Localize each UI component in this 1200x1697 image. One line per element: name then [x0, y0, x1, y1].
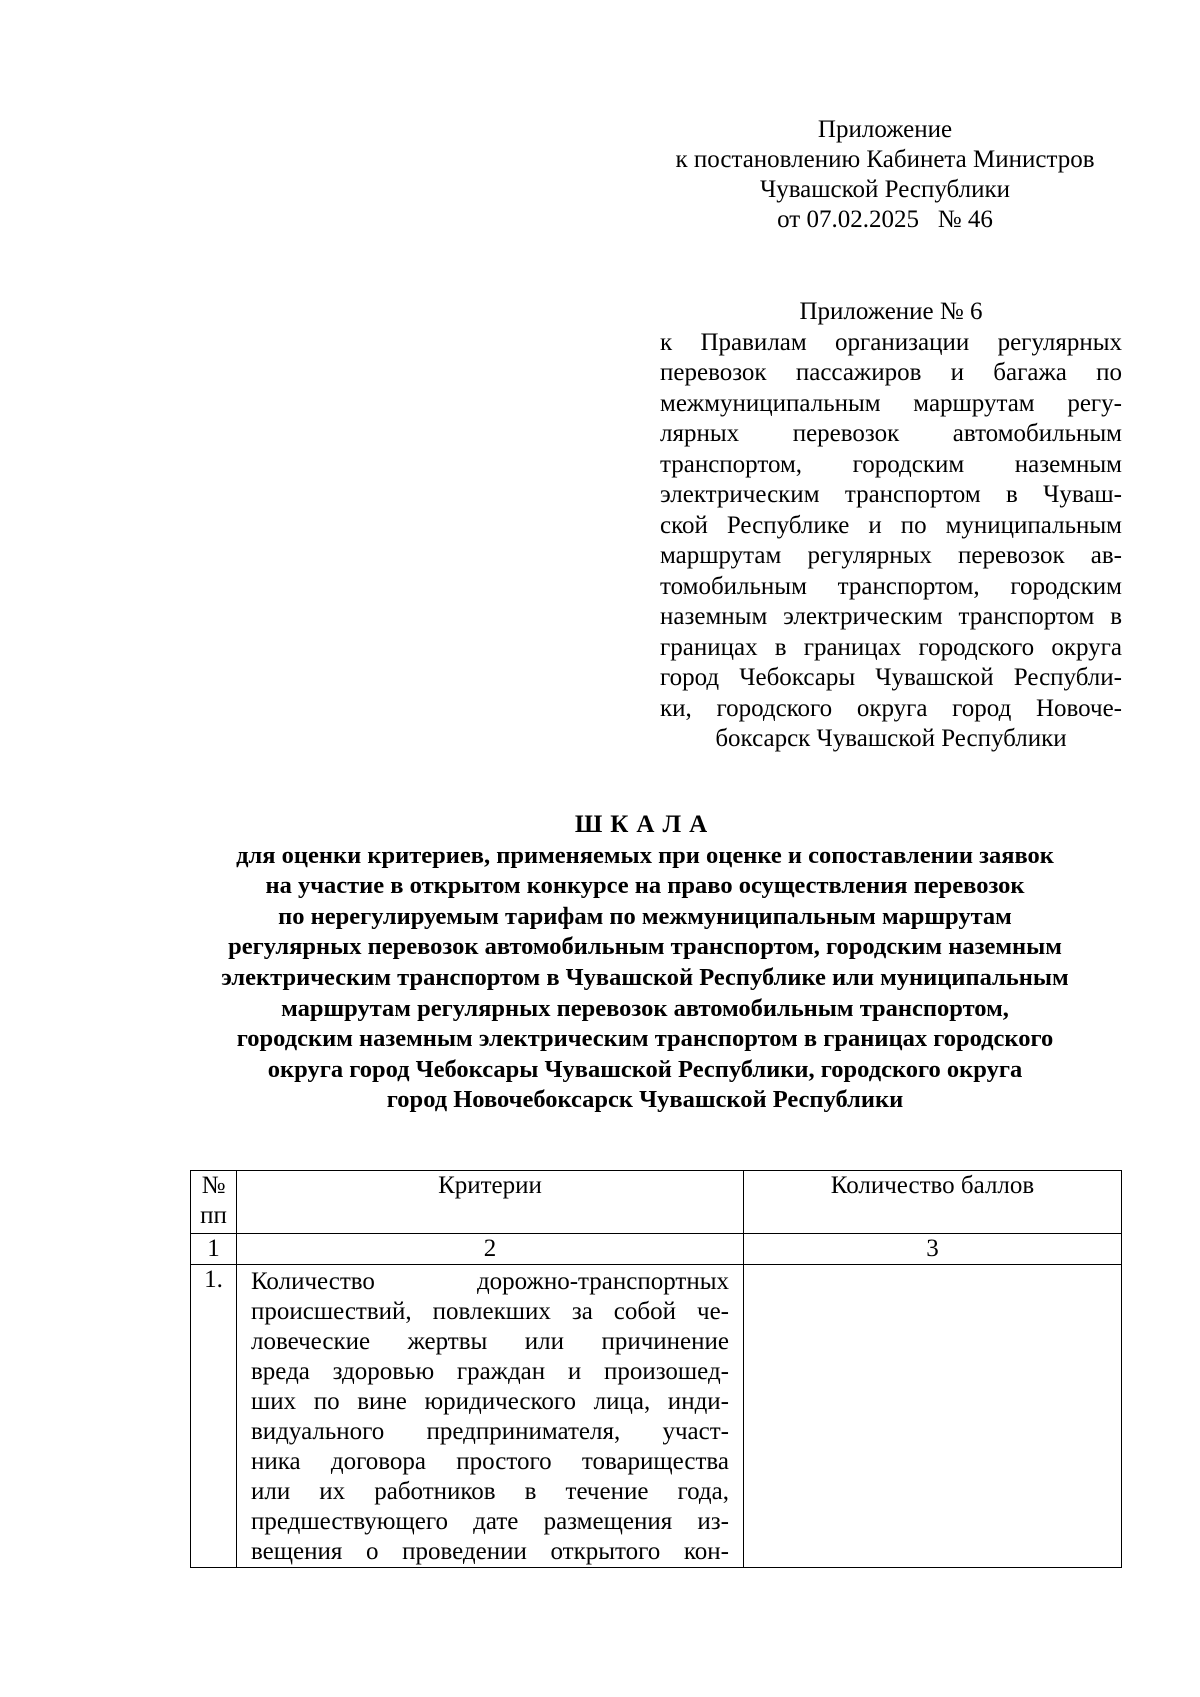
annex-rules-line: лярных перевозок автомобильным — [660, 420, 1122, 447]
criteria-text-line: ловеческие жертвы или причинение — [251, 1328, 729, 1355]
criteria-text-line: видуального предпринимателя, участ- — [251, 1418, 729, 1445]
annex-rules-line: боксарск Чувашской Республики — [715, 725, 1067, 752]
annex-rules-line: электрическим транспортом в Чуваш- — [660, 481, 1122, 508]
annex-rules-line: маршрутам регулярных перевозок ав- — [660, 542, 1122, 569]
annex-rules-line: наземным электрическим транспортом в — [660, 603, 1122, 630]
title-line: город Новочебоксарск Чувашской Республики — [386, 1086, 904, 1114]
criteria-table — [190, 1170, 1122, 1568]
header-num-label: пп — [200, 1202, 227, 1229]
annex-header-line: Чувашской Республики — [759, 176, 1011, 203]
title-line: электрическим транспортом в Чувашской Республике или муниципальным — [221, 963, 1069, 991]
header-points-cell: Количество баллов — [744, 1171, 1122, 1234]
document-title — [150, 810, 1140, 1116]
annex-rules-title: Приложение № 6 — [799, 298, 983, 325]
table-row — [191, 1265, 1122, 1568]
criteria-text-line: или их работников в течение года, — [251, 1478, 729, 1505]
criteria-text-line: предшествующего дате размещения из- — [251, 1508, 729, 1535]
annex-header-date: от 07.02.2025 № 46 — [777, 206, 993, 233]
row-num-cell: 1. — [191, 1265, 237, 1568]
annex-header — [640, 115, 1130, 235]
annex-header-line: к постановлению Кабинета Министров — [675, 146, 1095, 173]
column-number-cell: 2 — [237, 1234, 744, 1265]
title-main: ШКАЛА — [574, 811, 716, 838]
annex-rules-line: границах в границах городского округа — [660, 633, 1122, 661]
title-line: городским наземным электрическим транспортом в границах городского — [236, 1025, 1054, 1053]
column-number-cell: 3 — [744, 1234, 1122, 1265]
annex-rules-line: транспортом, городским наземным — [660, 450, 1122, 478]
title-line: маршрутам регулярных перевозок автомобильным транспортом, — [281, 994, 1009, 1022]
annex-rules-block — [660, 297, 1122, 755]
title-line: по нерегулируемым тарифам по межмуниципальным маршрутам — [278, 902, 1012, 930]
title-line: округа город Чебоксары Чувашской Республики, городского округа — [267, 1055, 1023, 1083]
header-criteria-cell: Критерии — [237, 1171, 744, 1234]
criteria-text-line: вреда здоровью граждан и произошед- — [251, 1358, 729, 1385]
annex-header-line: Приложение — [817, 116, 953, 143]
annex-rules-line: к Правилам организации регулярных — [660, 328, 1122, 356]
criteria-text-line: ших по вине юридического лица, инди- — [251, 1388, 729, 1415]
title-line: регулярных перевозок автомобильным транспортом, городским наземным — [228, 933, 1062, 961]
criteria-text-line: ника договора простого товарищества — [251, 1448, 729, 1475]
header-num-cell — [191, 1171, 237, 1234]
title-line: на участие в открытом конкурсе на право осуществления перевозок — [265, 872, 1025, 900]
annex-rules-line: ки, городского округа город Новоче- — [660, 694, 1122, 722]
header-num-label: № — [201, 1172, 226, 1199]
table-column-numbers-row — [191, 1234, 1122, 1265]
row-points-cell — [744, 1265, 1122, 1568]
annex-rules-line: томобильным транспортом, городским — [660, 572, 1122, 600]
annex-rules-line: город Чебоксары Чувашской Республи- — [660, 664, 1122, 691]
criteria-text-line: Количество дорожно-транспортных — [251, 1268, 729, 1295]
table-header-row — [191, 1171, 1122, 1234]
annex-rules-line: перевозок пассажиров и багажа по — [660, 359, 1122, 386]
annex-rules-line: ской Республике и по муниципальным — [660, 511, 1122, 539]
criteria-text-line: вещения о проведении открытого кон- — [251, 1538, 729, 1565]
column-number-cell: 1 — [191, 1234, 237, 1265]
title-line: для оценки критериев, применяемых при оценке и сопоставлении заявок — [236, 841, 1054, 869]
row-criteria-cell — [237, 1265, 744, 1568]
annex-rules-line: межмуниципальным маршрутам регу- — [660, 389, 1122, 417]
criteria-text-line: происшествий, повлекших за собой че- — [251, 1298, 729, 1325]
